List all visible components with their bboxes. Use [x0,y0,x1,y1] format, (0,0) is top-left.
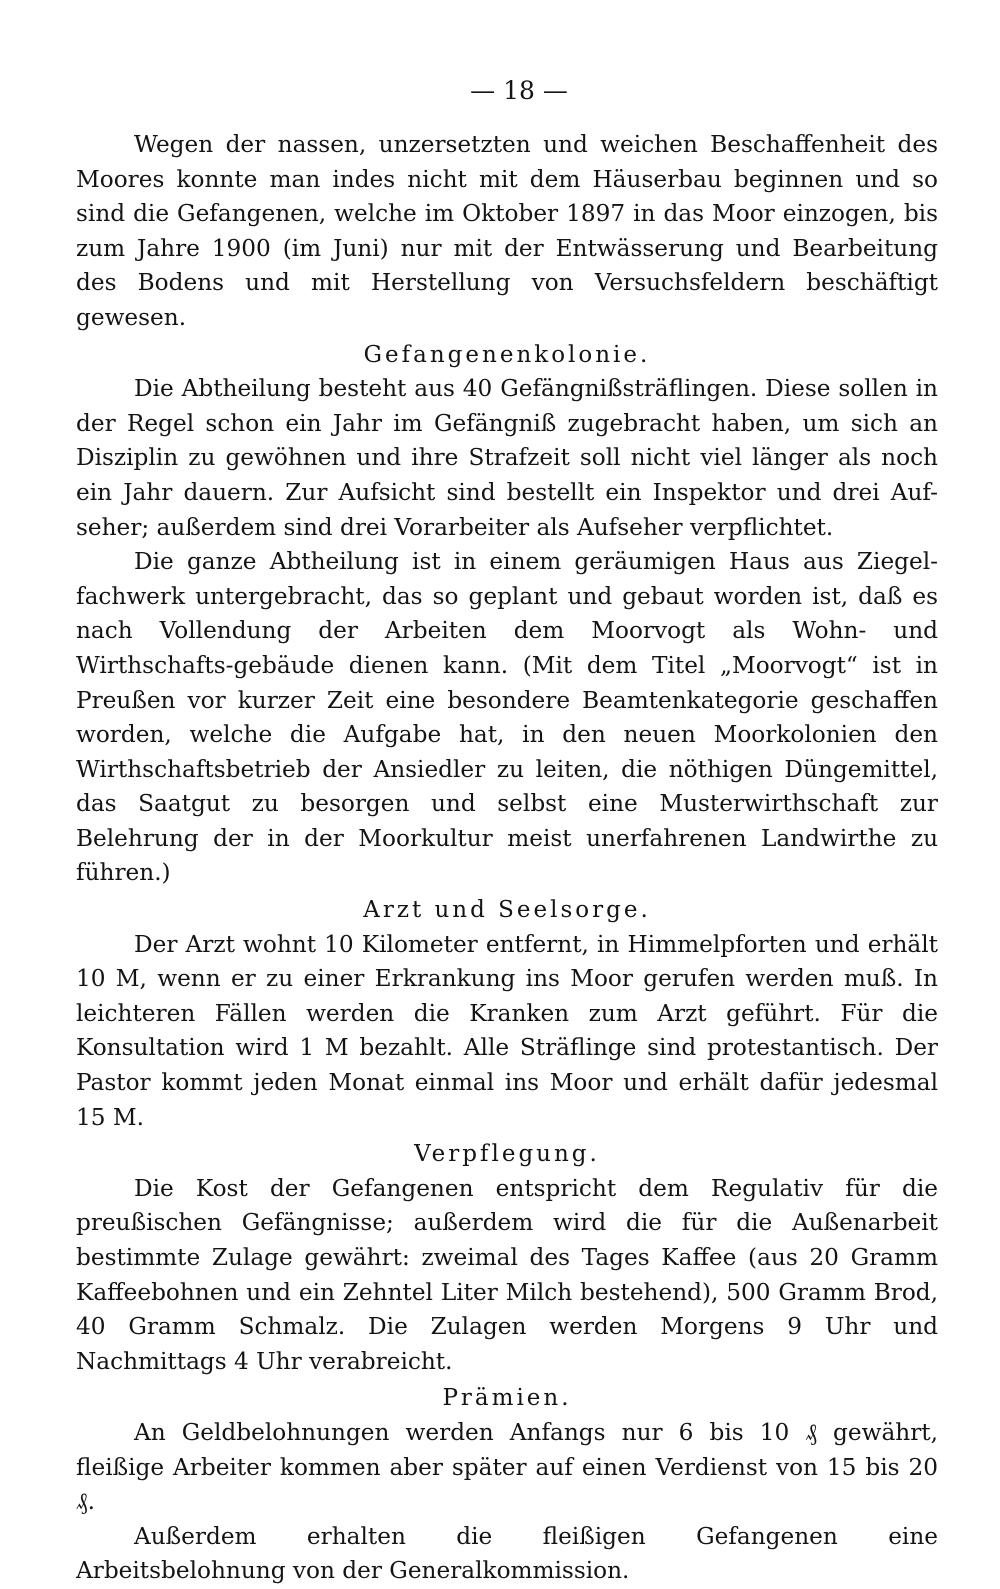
section-heading: Prämien. [442,1385,572,1412]
paragraph: An Geldbelohnungen werden Anfangs nur 6 bis 10 ₰ gewährt, fleißige Arbeiter kommen aber später auf einen Verdienst von 15 bis 20 ₰. [76,1418,938,1516]
paragraph: Außerdem erhalten die fleißigen Gefangenen eine Arbeitsbelohnung von der Generalkommission. [76,1522,938,1585]
paragraph: Der Arzt wohnt 10 Kilometer entfernt, in Himmelpforten und erhält 10 M, wenn er zu einer Erkrankung ins Moor gerufen werden muß. In leichteren Fällen werden die Kranken zum Arzt geführt. Für die Konsultation wird 1 M bezahlt. Alle Sträflinge sind protestantisch. Der Pastor kommt jeden Monat einmal ins Moor und erhält dafür jedesmal 15 M. [76,930,938,1131]
section-praemien [76,1381,938,1589]
section-intro [76,128,938,336]
paragraph: Die Abtheilung besteht aus 40 Gefängnißsträflingen. Diese sollen in der Regel schon ein Jahr im Gefängniß zugebracht haben, um sich an Disziplin zu gewöhnen und ihre Strafzeit soll nicht viel länger als noch ein Jahr dauern. Zur Aufsicht sind bestellt ein Inspektor und drei Auf-seher; außerdem sind drei Vorarbeiter als Aufseher verpflichtet. [76,375,938,541]
section-gefangenenkolonie [76,338,938,892]
section-heading: Gefangenenkolonie. [363,341,651,368]
section-heading: Verpflegung. [414,1141,600,1168]
paragraph: Wegen der nassen, unzersetzten und weichen Beschaffenheit des Moores konnte man indes nicht mit dem Häuserbau beginnen und so sind die Gefangenen, welche im Oktober 1897 in das Moor einzogen, bis zum Jahre 1900 (im Juni) nur mit der Entwässerung und Bearbeitung des Bodens und mit Herstellung von Versuchsfeldern beschäftigt gewesen. [76,131,938,331]
paragraph: Die Kost der Gefangenen entspricht dem Regulativ für die preußischen Gefängnisse; außerdem wird die für die Außenarbeit bestimmte Zulage gewährt: zweimal des Tages Kaffee (aus 20 Gramm Kaffeebohnen und ein Zehntel Liter Milch bestehend), 500 Gramm Brod, 40 Gramm Schmalz. Die Zulagen werden Morgens 9 Uhr und Nachmittags 4 Uhr verabreicht. [76,1174,938,1375]
paragraph: Die ganze Abtheilung ist in einem geräumigen Haus aus Ziegel-fachwerk untergebracht, das so geplant und gebaut worden ist, daß es nach Vollendung der Arbeiten dem Moorvogt als Wohn- und Wirthschafts-gebäude dienen kann. (Mit dem Titel „Moorvogt“ ist in Preußen vor kurzer Zeit eine besondere Beamtenkategorie geschaffen worden, welche die Aufgabe hat, in den neuen Moorkolonien den Wirthschaftsbetrieb der Ansiedler zu leiten, die nöthigen Düngemittel, das Saatgut zu besorgen und selbst eine Musterwirthschaft zur Belehrung der in der Moorkultur meist unerfahrenen Landwirthe zu führen.) [76,548,938,887]
section-verpflegung [76,1137,938,1379]
section-heading: Arzt und Seelsorge. [363,897,651,924]
section-arzt-und-seelsorge [76,893,938,1135]
page-number: — 18 — [470,76,568,105]
